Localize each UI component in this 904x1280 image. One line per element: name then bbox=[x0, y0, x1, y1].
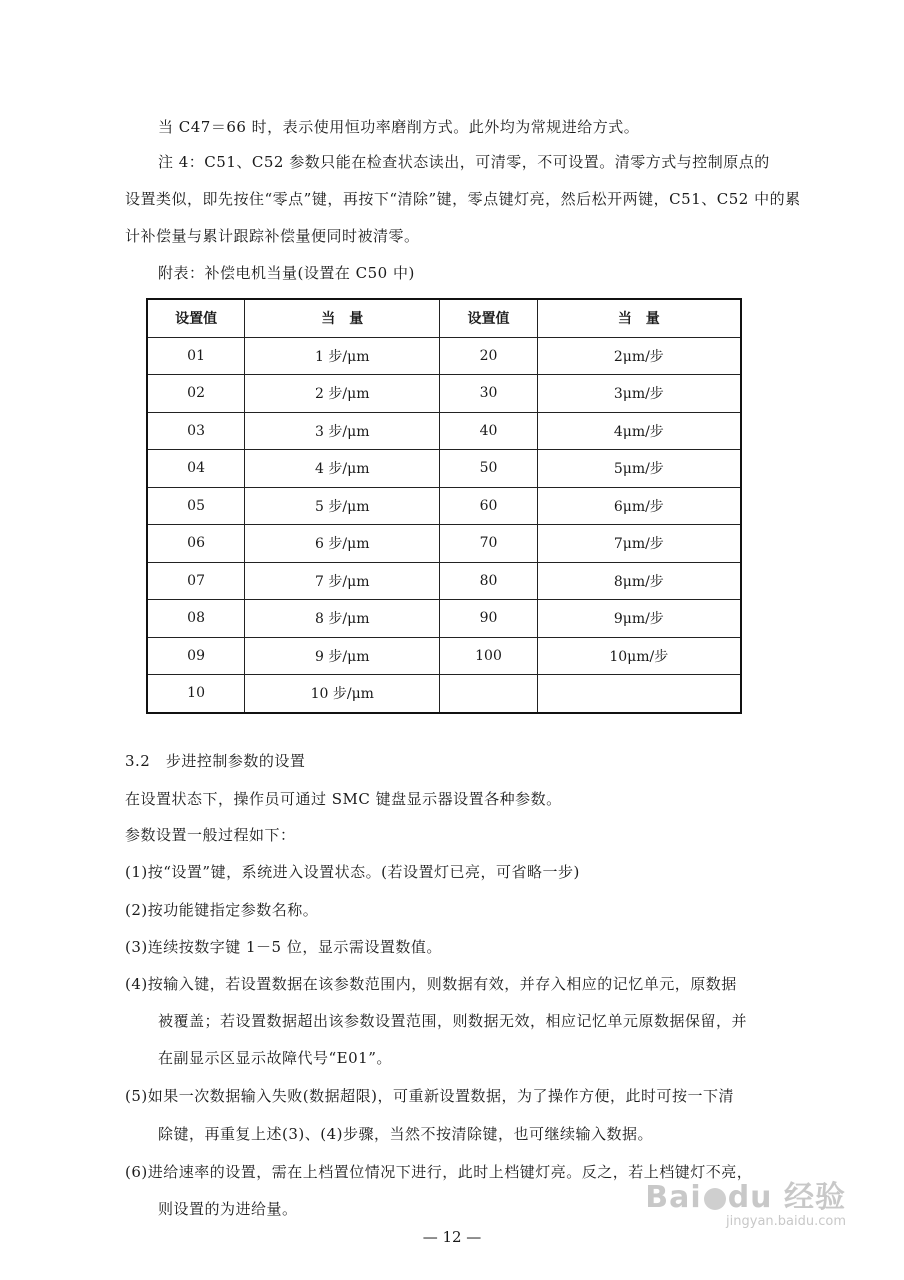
table-cell: 5μm/步 bbox=[537, 450, 741, 488]
watermark-brand-part: 经验 bbox=[784, 1180, 846, 1215]
paragraph-c47: 当 C47＝66 时，表示使用恒功率磨削方式。此外均为常规进给方式。 bbox=[158, 118, 640, 136]
table-row bbox=[147, 600, 741, 638]
section-heading: 3.2 步进控制参数的设置 bbox=[125, 752, 306, 770]
page-number: — 12 — bbox=[422, 1228, 482, 1246]
header-setting-value: 设置值 bbox=[147, 299, 245, 337]
table-cell: 100 bbox=[440, 637, 537, 675]
section-intro: 在设置状态下，操作员可通过 SMC 键盘显示器设置各种参数。 bbox=[125, 790, 562, 808]
table-cell: 5 步/μm bbox=[245, 487, 440, 525]
table-cell: 9μm/步 bbox=[537, 600, 741, 638]
table-cell: 4μm/步 bbox=[537, 412, 741, 450]
header-equivalent: 当 量 bbox=[245, 299, 440, 337]
table-cell: 2μm/步 bbox=[537, 337, 741, 375]
table-cell: 02 bbox=[147, 375, 245, 413]
table-cell: 6 步/μm bbox=[245, 525, 440, 563]
table-cell: 7 步/μm bbox=[245, 562, 440, 600]
header-setting-value: 设置值 bbox=[440, 299, 537, 337]
process-title: 参数设置一般过程如下： bbox=[125, 826, 296, 844]
table-row bbox=[147, 525, 741, 563]
table-cell: 70 bbox=[440, 525, 537, 563]
table-caption: 附表：补偿电机当量(设置在 C50 中) bbox=[158, 264, 415, 282]
table-cell: 8 步/μm bbox=[245, 600, 440, 638]
table-cell: 20 bbox=[440, 337, 537, 375]
motor-equivalent-table bbox=[146, 298, 742, 714]
table-cell: 01 bbox=[147, 337, 245, 375]
table-cell: 06 bbox=[147, 525, 245, 563]
table-cell: 04 bbox=[147, 450, 245, 488]
step-4-line-2: 被覆盖；若设置数据超出该参数设置范围，则数据无效，相应记忆单元原数据保留，并 bbox=[158, 1012, 748, 1030]
table-header-row bbox=[147, 299, 741, 337]
table-cell: 10μm/步 bbox=[537, 637, 741, 675]
header-equivalent: 当 量 bbox=[537, 299, 741, 337]
table-cell: 08 bbox=[147, 600, 245, 638]
note4-line-2: 设置类似，即先按住“零点”键，再按下“清除”键，零点键灯亮，然后松开两键，C51、C52 中的累 bbox=[125, 190, 801, 208]
table-row bbox=[147, 637, 741, 675]
table-row bbox=[147, 675, 741, 713]
note4-line-1: 注 4：C51、C52 参数只能在检查状态读出，可清零，不可设置。清零方式与控制原点的 bbox=[158, 153, 770, 171]
table-row bbox=[147, 337, 741, 375]
table-cell bbox=[440, 675, 537, 713]
table-row bbox=[147, 562, 741, 600]
note4-line-3: 计补偿量与累计跟踪补偿量便同时被清零。 bbox=[125, 227, 420, 245]
table-cell: 3 步/μm bbox=[245, 412, 440, 450]
baidu-watermark bbox=[645, 1172, 846, 1229]
table-cell: 6μm/步 bbox=[537, 487, 741, 525]
table-cell: 10 步/μm bbox=[245, 675, 440, 713]
step-4-line-1: (4)按输入键，若设置数据在该参数范围内，则数据有效，并存入相应的记忆单元，原数据 bbox=[125, 975, 737, 993]
step-4-line-3: 在副显示区显示故障代号“E01”。 bbox=[158, 1049, 392, 1067]
table-cell: 2 步/μm bbox=[245, 375, 440, 413]
table-cell: 9 步/μm bbox=[245, 637, 440, 675]
watermark-brand-part: du bbox=[727, 1180, 773, 1215]
paw-icon bbox=[704, 1188, 726, 1210]
table-cell: 1 步/μm bbox=[245, 337, 440, 375]
table-row bbox=[147, 412, 741, 450]
table-cell: 7μm/步 bbox=[537, 525, 741, 563]
table-row bbox=[147, 450, 741, 488]
watermark-brand bbox=[645, 1172, 846, 1216]
table-cell: 90 bbox=[440, 600, 537, 638]
table-cell: 60 bbox=[440, 487, 537, 525]
table-cell: 10 bbox=[147, 675, 245, 713]
step-6-line-1: (6)进给速率的设置，需在上档置位情况下进行，此时上档键灯亮。反之，若上档键灯不亮， bbox=[125, 1163, 753, 1181]
step-3: (3)连续按数字键 1－5 位，显示需设置数值。 bbox=[125, 938, 442, 956]
table-cell: 4 步/μm bbox=[245, 450, 440, 488]
table-cell bbox=[537, 675, 741, 713]
table-cell: 07 bbox=[147, 562, 245, 600]
table-row bbox=[147, 487, 741, 525]
step-5-line-2: 除键，再重复上述(3)、(4)步骤，当然不按清除键，也可继续输入数据。 bbox=[158, 1125, 653, 1143]
step-6-line-2: 则设置的为进给量。 bbox=[158, 1200, 298, 1218]
table-cell: 80 bbox=[440, 562, 537, 600]
table-cell: 09 bbox=[147, 637, 245, 675]
table-cell: 8μm/步 bbox=[537, 562, 741, 600]
step-1: (1)按“设置”键，系统进入设置状态。(若设置灯已亮，可省略一步) bbox=[125, 863, 580, 881]
step-2: (2)按功能键指定参数名称。 bbox=[125, 901, 319, 919]
table-cell: 30 bbox=[440, 375, 537, 413]
table-row bbox=[147, 375, 741, 413]
watermark-brand-part: Bai bbox=[645, 1180, 702, 1215]
watermark-url: jingyan.baidu.com bbox=[726, 1214, 846, 1229]
table-cell: 50 bbox=[440, 450, 537, 488]
table-cell: 3μm/步 bbox=[537, 375, 741, 413]
table-cell: 03 bbox=[147, 412, 245, 450]
step-5-line-1: (5)如果一次数据输入失败(数据超限)，可重新设置数据，为了操作方便，此时可按一下清 bbox=[125, 1087, 734, 1105]
table-cell: 40 bbox=[440, 412, 537, 450]
table-cell: 05 bbox=[147, 487, 245, 525]
